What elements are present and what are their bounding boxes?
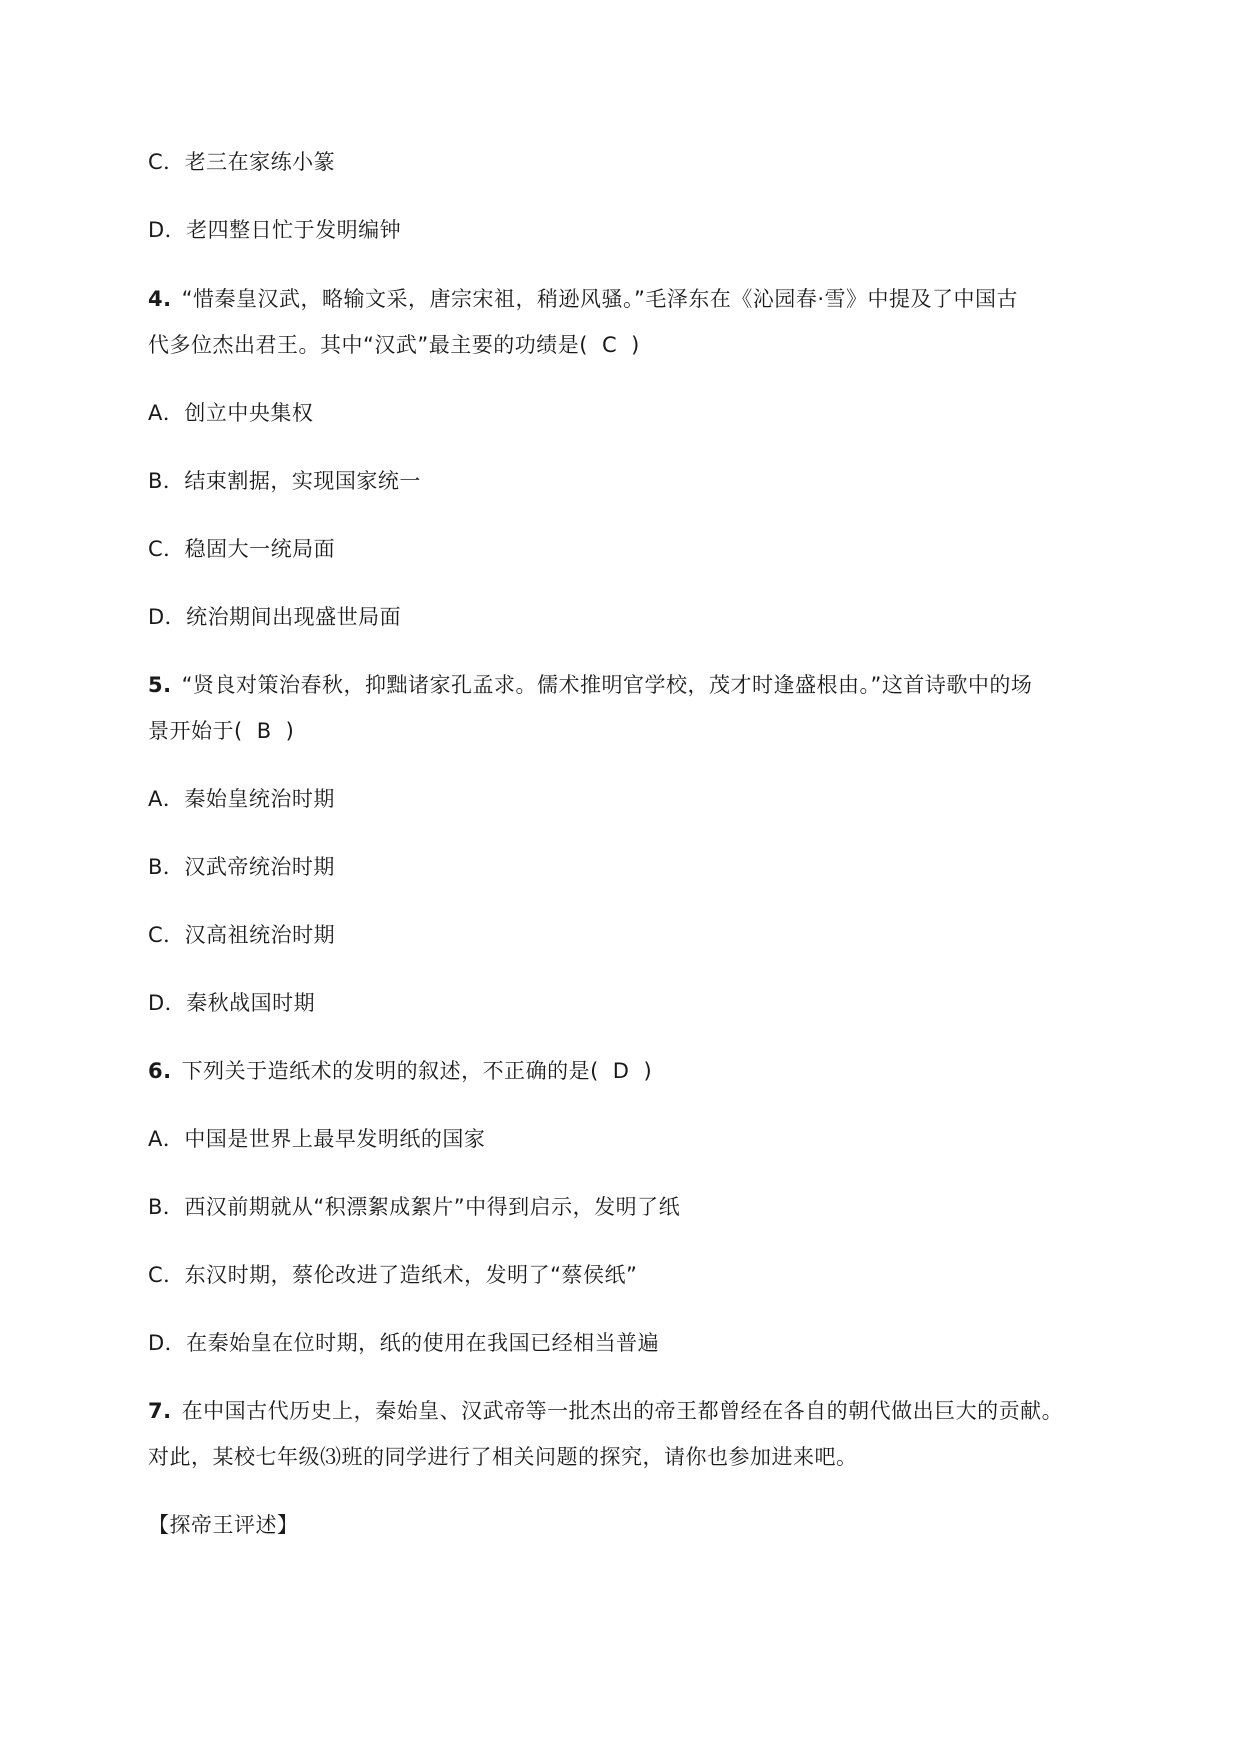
q5-option-a: A．秦始皇统治时期: [148, 787, 335, 811]
q5-stem-text2: 景开始于(: [148, 719, 243, 743]
q5-option-c: C．汉高祖统治时期: [148, 923, 336, 947]
q4-stem-text2: 代多位杰出君王。其中“汉武”最主要的功绩是(: [148, 333, 588, 357]
q4-stem-close: ): [631, 333, 640, 357]
q5-stem-line2: [148, 716, 294, 746]
q4-stem-line2: [148, 330, 640, 360]
q4-stem-text1: “惜秦皇汉武，略输文采，唐宗宋祖，稍逊风骚。”毛泽东在《沁园春·雪》中提及了中国古: [181, 287, 1019, 311]
q6-option-b: B．西汉前期就从“积漂絮成絮片”中得到启示，发明了纸: [148, 1195, 681, 1219]
q6-option-a: A．中国是世界上最早发明纸的国家: [148, 1127, 486, 1151]
q6-option-d: D．在秦始皇在位时期，纸的使用在我国已经相当普遍: [148, 1331, 660, 1355]
q6-option-c: C．东汉时期，蔡伦改进了造纸术，发明了“蔡侯纸”: [148, 1263, 638, 1287]
q7-number: 7.: [148, 1399, 172, 1423]
q7-stem-line1: [148, 1396, 1063, 1426]
q5-answer: B: [256, 719, 272, 743]
q3-option-c: C．老三在家练小篆: [148, 150, 336, 174]
q7-stem-text1: 在中国古代历史上，秦始皇、汉武帝等一批杰出的帝王都曾经在各自的朝代做出巨大的贡献。: [181, 1399, 1064, 1423]
q4-option-a: A．创立中央集权: [148, 401, 314, 425]
q7-stem-line2: 对此，某校七年级⑶班的同学进行了相关问题的探究，请你也参加进来吧。: [148, 1445, 858, 1469]
q5-stem-close: ): [285, 719, 295, 743]
q6-number: 6.: [148, 1059, 172, 1083]
q5-stem-line1: [148, 670, 1032, 700]
q6-stem: [148, 1056, 652, 1086]
q6-answer: D: [612, 1059, 630, 1083]
q4-stem-line1: [148, 284, 1018, 314]
q4-option-c: C．稳固大一统局面: [148, 537, 336, 561]
q3-option-d: D．老四整日忙于发明编钟: [148, 218, 402, 242]
q5-option-b: B．汉武帝统治时期: [148, 855, 335, 879]
q5-stem-text1: “贤良对策治春秋，抑黜诸家孔孟求。儒术推明官学校，茂才时逢盛根由。”这首诗歌中的场: [181, 673, 1033, 697]
q5-option-d: D．秦秋战国时期: [148, 991, 316, 1015]
q4-option-b: B．结束割据，实现国家统一: [148, 469, 421, 493]
q6-stem-close: ): [643, 1059, 653, 1083]
q7-section-heading: 【探帝王评述】: [148, 1513, 299, 1537]
q4-answer: C: [601, 333, 618, 357]
q4-number: 4.: [148, 287, 172, 311]
q4-option-d: D．统治期间出现盛世局面: [148, 605, 402, 629]
q5-number: 5.: [148, 673, 172, 697]
q6-stem-text: 下列关于造纸术的发明的叙述，不正确的是(: [181, 1059, 599, 1083]
